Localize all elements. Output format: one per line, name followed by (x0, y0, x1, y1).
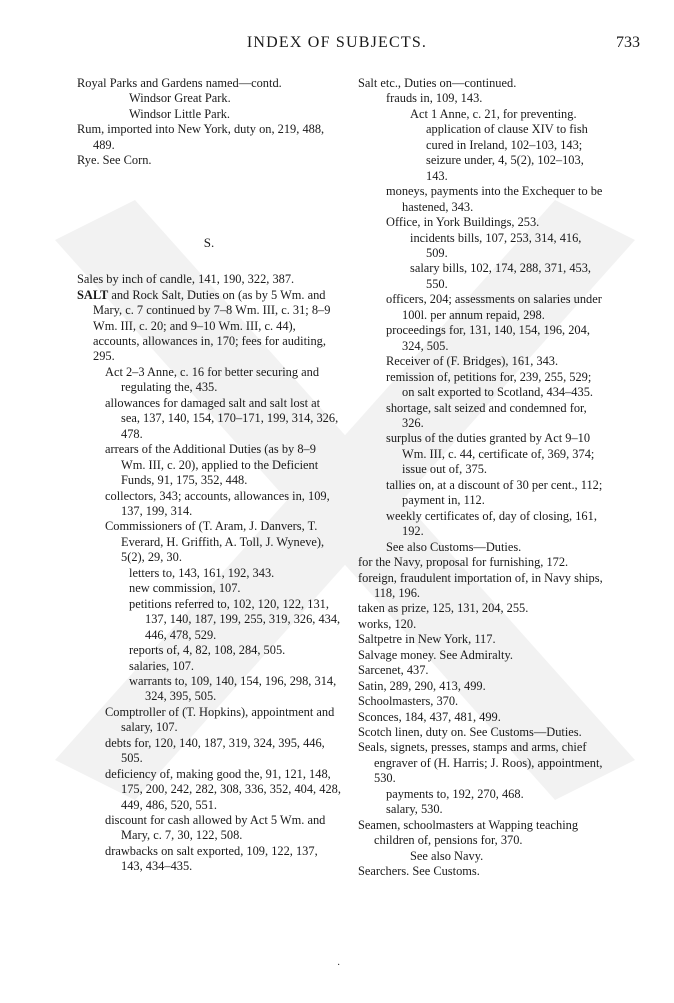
entry-text: deficiency of, making good the, 91, 121, 148, 175, 200, 242, 282, 308, 336, 352, 404, 428, 449, 486, 520, 551. (105, 766, 341, 812)
index-entry (358, 632, 603, 647)
index-entry (358, 725, 603, 740)
index-entry (358, 555, 603, 570)
entry-text: arrears of the Additional Duties (as by 8–9 Wm. III, c. 20), applied to the Deficient Funds, 91, 175, 352, 448. (105, 442, 319, 488)
index-entry (386, 184, 603, 215)
entry-text: Sconces, 184, 437, 481, 499. (358, 709, 501, 724)
page-mark: · (337, 960, 341, 971)
index-entry (358, 694, 603, 709)
entry-text: taken as prize, 125, 131, 204, 255. (358, 601, 529, 616)
entry-text: Sales by inch of candle, 141, 190, 322, 387. (77, 272, 295, 287)
continued-entries (358, 76, 603, 880)
entry-text: foreign, fraudulent importation of, in Navy ships, 118, 196. (358, 570, 603, 600)
entry-heading: SALT (77, 287, 109, 302)
index-entry (386, 401, 603, 432)
entry-text: Receiver of (F. Bridges), 161, 343. (386, 354, 559, 369)
index-entry (386, 91, 603, 106)
index-entry (105, 489, 341, 520)
entry-text: Salt etc., Duties on—continued. (358, 76, 517, 90)
entry-text: Satin, 289, 290, 413, 499. (358, 678, 486, 693)
entry-text: Royal Parks and Gardens named—contd. (77, 76, 282, 90)
entry-text: Salvage money. See Admiralty. (358, 647, 513, 662)
entry-text: officers, 204; assessments on salaries under 100l. per annum repaid, 298. (386, 292, 602, 322)
entry-text: frauds in, 109, 143. (386, 91, 483, 106)
entry-text: Windsor Great Park. (129, 91, 231, 106)
index-entry (386, 215, 603, 230)
index-entry (129, 91, 341, 106)
entry-text: remission of, petitions for, 239, 255, 529; on salt exported to Scotland, 434–435. (386, 369, 593, 400)
index-entry (77, 272, 341, 287)
entry-text: Seals, signets, presses, stamps and arms, chief engraver of (H. Harris; J. Roos), appointment, 530. (358, 740, 603, 786)
index-entry (386, 540, 603, 555)
index-entry (386, 323, 603, 354)
entry-text: Scotch linen, duty on. See Customs—Duties. (358, 725, 582, 740)
index-entry (105, 767, 341, 813)
entry-text: new commission, 107. (129, 581, 241, 596)
index-entry (105, 813, 341, 844)
entry-text: salary, 530. (386, 802, 443, 817)
index-entry (129, 566, 341, 581)
entry-text: collectors, 343; accounts, allowances in, 109, 137, 199, 314. (105, 488, 330, 518)
index-entry (410, 261, 603, 292)
index-entry (129, 597, 341, 643)
entry-text: discount for cash allowed by Act 5 Wm. and Mary, c. 7, 30, 122, 508. (105, 813, 326, 843)
index-entry (358, 663, 603, 678)
entry-text: petitions referred to, 102, 120, 122, 131, 137, 140, 187, 199, 255, 319, 326, 434, 446, 478, 529. (129, 596, 341, 642)
entry-text: tallies on, at a discount of 30 per cent., 112; payment in, 112. (386, 477, 603, 508)
entry-text: shortage, salt seized and condemned for, 326. (386, 400, 587, 430)
entry-text: Office, in York Buildings, 253. (386, 215, 540, 230)
entry-text: payments to, 192, 270, 468. (386, 786, 524, 801)
entry-text: moneys, payments into the Exchequer to be hastened, 343. (386, 184, 603, 214)
entry-text: debts for, 120, 140, 187, 319, 324, 395, 446, 505. (105, 735, 325, 766)
index-entry (410, 849, 603, 864)
section-letter: S. (203, 234, 215, 250)
left-column (77, 76, 341, 875)
index-entry (105, 396, 341, 442)
index-entry (129, 643, 341, 658)
index-entry (386, 292, 603, 323)
index-entry (386, 431, 603, 477)
index-entry (105, 736, 341, 767)
index-entry (386, 478, 603, 509)
index-entry (358, 679, 603, 694)
index-entry (386, 509, 603, 540)
index-entry (105, 442, 341, 488)
entry-text: incidents bills, 107, 253, 314, 416, 509. (410, 230, 582, 260)
index-entry (358, 648, 603, 663)
entry-text: Sarcenet, 437. (358, 663, 429, 678)
index-entry (105, 705, 341, 736)
entry-text: salary bills, 102, 174, 288, 371, 453, 550. (410, 261, 592, 291)
index-entry (129, 107, 341, 122)
entry-text: and Rock Salt, Duties on (as by 5 Wm. and Mary, c. 7 continued by 7–8 Wm. III, c. 31; 8–9 Wm. III, c. 20; and 9–10 Wm. III, c. 44), accounts, allowances in, 170; fees for auditing, 295. (93, 287, 331, 364)
index-entry (410, 231, 603, 262)
section-entries (77, 272, 341, 875)
index-entry (358, 710, 603, 725)
entry-text: salaries, 107. (129, 658, 195, 673)
entry-text: proceedings for, 131, 140, 154, 196, 204, 324, 505. (386, 323, 590, 353)
entry-text: works, 120. (358, 616, 417, 631)
entry-text: drawbacks on salt exported, 109, 122, 137, 143, 434–435. (105, 843, 318, 874)
index-entry (77, 153, 341, 168)
index-entry (386, 370, 603, 401)
entry-text: Act 1 Anne, c. 21, for preventing. application of clause XIV to fish cured in Ireland, 102–103, 143; seizure under, 4, 5(2), 102–103, 143. (410, 106, 588, 183)
entry-text: surplus of the duties granted by Act 9–10 Wm. III, c. 44, certificate of, 369, 374; issue out of, 375. (386, 431, 595, 477)
index-entry (129, 659, 341, 674)
index-entry (129, 674, 341, 705)
index-entry (386, 802, 603, 817)
entry-text: for the Navy, proposal for furnishing, 172. (358, 555, 569, 570)
index-entry (358, 76, 603, 91)
page-header (0, 34, 674, 56)
entry-text: See also Navy. (410, 848, 484, 863)
index-entry (358, 818, 603, 849)
index-entry (386, 787, 603, 802)
entry-text: warrants to, 109, 140, 154, 196, 298, 314, 324, 395, 505. (129, 673, 337, 704)
index-entry (77, 122, 341, 153)
entry-text: Schoolmasters, 370. (358, 694, 459, 709)
entry-text: weekly certificates of, day of closing, 161, 192. (386, 508, 597, 539)
entry-text: Commissioners of (T. Aram, J. Danvers, T. Everard, H. Griffith, A. Toll, J. Wyneve), 5(2), 29, 30. (105, 519, 325, 565)
index-entry (358, 571, 603, 602)
index-entry (77, 76, 341, 91)
entry-text: Windsor Little Park. (129, 106, 231, 121)
entry-text: Saltpetre in New York, 117. (358, 632, 496, 647)
page-number: 733 (616, 34, 640, 51)
index-entry (105, 844, 341, 875)
entry-text: Act 2–3 Anne, c. 16 for better securing and regulating the, 435. (105, 364, 320, 395)
entry-text: Rye. See Corn. (77, 153, 152, 168)
entry-text: Seamen, schoolmasters at Wapping teaching children of, pensions for, 370. (358, 817, 579, 848)
index-entry (358, 740, 603, 786)
index-entry (105, 519, 341, 565)
entry-text: reports of, 4, 82, 108, 284, 505. (129, 643, 286, 658)
pre-section-entries (77, 76, 341, 169)
index-entry (129, 581, 341, 596)
entry-text: Comptroller of (T. Hopkins), appointment and salary, 107. (105, 704, 335, 735)
index-entry (410, 107, 603, 184)
index-entry (358, 864, 603, 879)
entry-text: See also Customs—Duties. (386, 539, 522, 554)
index-entry (358, 617, 603, 632)
index-entry (77, 288, 341, 365)
running-title: INDEX OF SUBJECTS. (246, 34, 428, 51)
index-entry (358, 601, 603, 616)
entry-text: Searchers. See Customs. (358, 864, 480, 879)
index-entry (386, 354, 603, 369)
entry-text: allowances for damaged salt and salt lost at sea, 137, 140, 154, 170–171, 199, 314, 326, 478. (105, 395, 339, 441)
index-entry (105, 365, 341, 396)
entry-text: Rum, imported into New York, duty on, 219, 488, 489. (77, 122, 325, 152)
right-column (358, 76, 603, 880)
entry-text: letters to, 143, 161, 192, 343. (129, 565, 275, 580)
